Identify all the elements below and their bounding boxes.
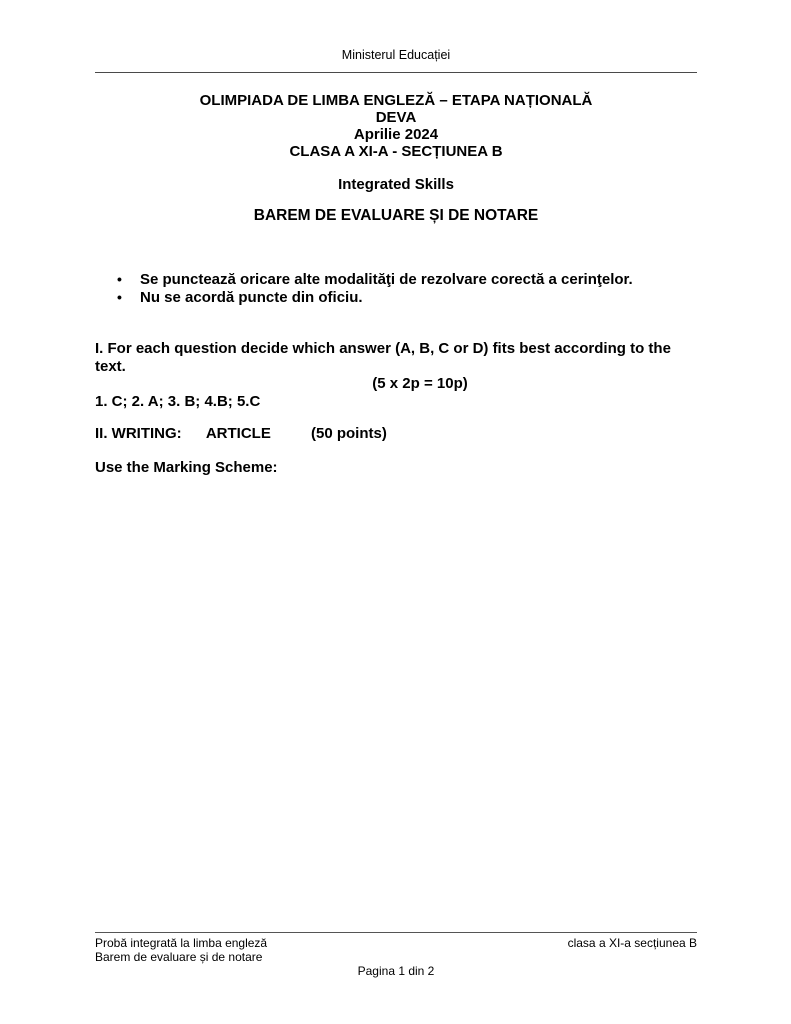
list-item — [95, 289, 697, 307]
footer-class: clasa a XI-a secțiunea B — [567, 936, 697, 950]
section-writing-label: II. WRITING: — [95, 425, 182, 442]
title-line-olympiad: OLIMPIADA DE LIMBA ENGLEZĂ – ETAPA NAȚIONALĂ — [199, 92, 593, 109]
page-content — [95, 0, 697, 476]
title-line-date: Aprilie 2024 — [353, 126, 439, 143]
title-line-class: CLASA A XI-A - SECȚIUNEA B — [289, 143, 503, 160]
notes-list — [95, 271, 697, 306]
footer-subject: Probă integrată la limba engleză — [95, 936, 268, 950]
title-block — [95, 92, 697, 160]
list-item — [95, 271, 697, 289]
section-writing — [95, 425, 697, 443]
note-text: Nu se acordă puncte din oficiu. — [140, 288, 363, 306]
footer-row — [95, 936, 697, 964]
section-reading-answers: 1. C; 2. A; 3. B; 4.B; 5.C — [95, 392, 261, 410]
page-number: Pagina 1 din 2 — [357, 964, 435, 978]
heading-barem: BAREM DE EVALUARE ȘI DE NOTARE — [253, 207, 539, 224]
footer-doc-type: Barem de evaluare și de notare — [95, 950, 263, 964]
section-reading-instruction: I. For each question decide which answer (A, B, C or D) fits best according to the text. — [95, 340, 671, 375]
section-writing-task: ARTICLE — [205, 425, 271, 442]
page-footer — [95, 932, 697, 978]
bullet-icon: • — [117, 288, 122, 305]
footer-divider — [95, 932, 697, 933]
section-reading — [95, 340, 697, 410]
section-writing-points: (50 points) — [311, 425, 387, 442]
bullet-icon: • — [117, 271, 122, 287]
title-line-city: DEVA — [375, 109, 417, 126]
subtitle-integrated-skills: Integrated Skills — [338, 176, 454, 193]
marking-scheme-note: Use the Marking Scheme: — [95, 458, 278, 476]
header-divider — [95, 72, 697, 73]
note-text: Se punctează oricare alte modalităţi de rezolvare corectă a cerinţelor. — [140, 271, 633, 288]
footer-left — [95, 936, 267, 964]
ministry-header: Ministerul Educației — [341, 48, 451, 62]
section-reading-points: (5 x 2p = 10p) — [372, 375, 468, 392]
